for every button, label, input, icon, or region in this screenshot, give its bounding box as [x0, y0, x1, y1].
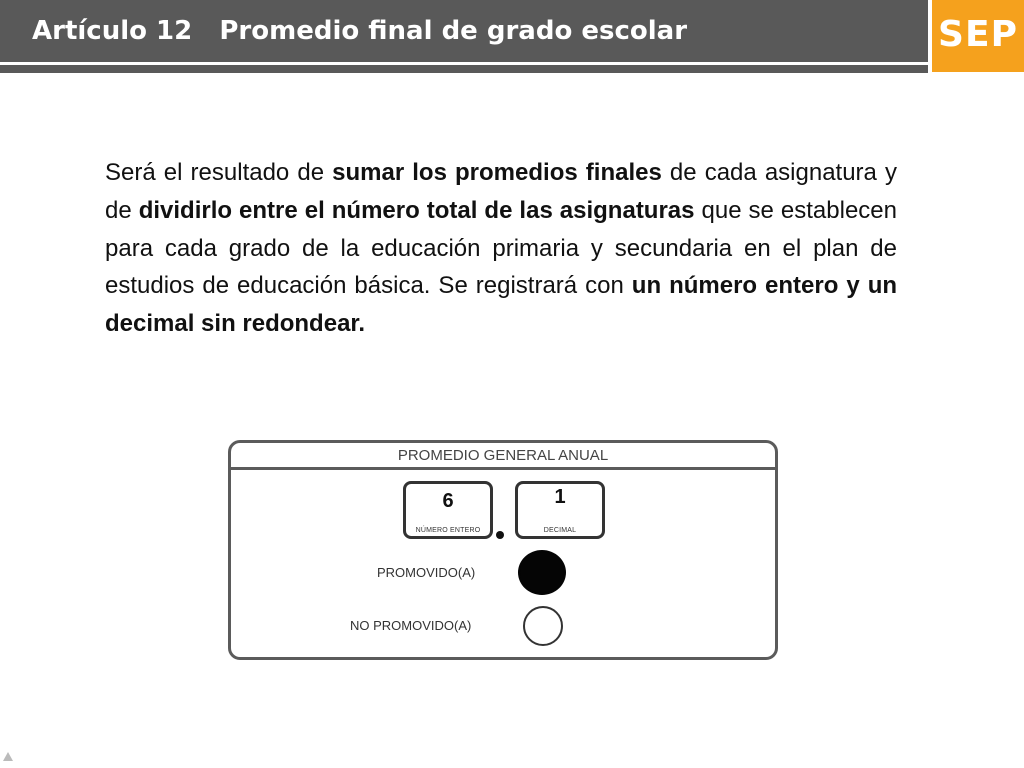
- decimal-value: 1: [554, 486, 566, 508]
- sep-logo: [932, 0, 1024, 72]
- slide-nav-icon[interactable]: [3, 752, 13, 761]
- promovido-label: PROMOVIDO(A): [377, 565, 476, 580]
- numero-entero-box: [403, 481, 493, 539]
- header-underline-bar: [0, 65, 928, 73]
- slide-title: Artículo 12 Promedio final de grado escolar: [32, 16, 688, 46]
- body-paragraph: [105, 154, 897, 343]
- promovido-radio-filled: [518, 550, 566, 595]
- form-title: PROMEDIO GENERAL ANUAL: [397, 447, 609, 464]
- sep-logo-text: SEP: [938, 14, 1018, 55]
- paragraph-segment: Será el resultado de: [105, 159, 333, 186]
- decimal-point: [496, 531, 504, 539]
- paragraph-bold-segment: sumar los promedios finales: [332, 159, 662, 186]
- numero-entero-caption: NÚMERO ENTERO: [415, 527, 481, 534]
- numero-entero-value: 6: [442, 490, 454, 512]
- paragraph-segment: que se establecen para cada grado de la educación primaria y secundaria en el plan de estudios de educación básica. Se registrará con: [105, 196, 897, 300]
- paragraph-segment: de cada asignatura y de: [105, 159, 897, 224]
- no-promovido-label: NO PROMOVIDO(A): [350, 618, 472, 633]
- paragraph-bold-segment: un número entero y un decimal sin redondear.: [105, 272, 898, 338]
- no-promovido-radio-empty: [523, 606, 563, 646]
- decimal-box: [515, 481, 605, 539]
- promedio-general-anual-card: [228, 440, 778, 660]
- form-title-divider: [231, 467, 775, 470]
- paragraph-bold-segment: dividirlo entre el número total de las asignaturas: [138, 196, 695, 224]
- slide-header: [0, 0, 928, 62]
- decimal-caption: DECIMAL: [543, 527, 577, 534]
